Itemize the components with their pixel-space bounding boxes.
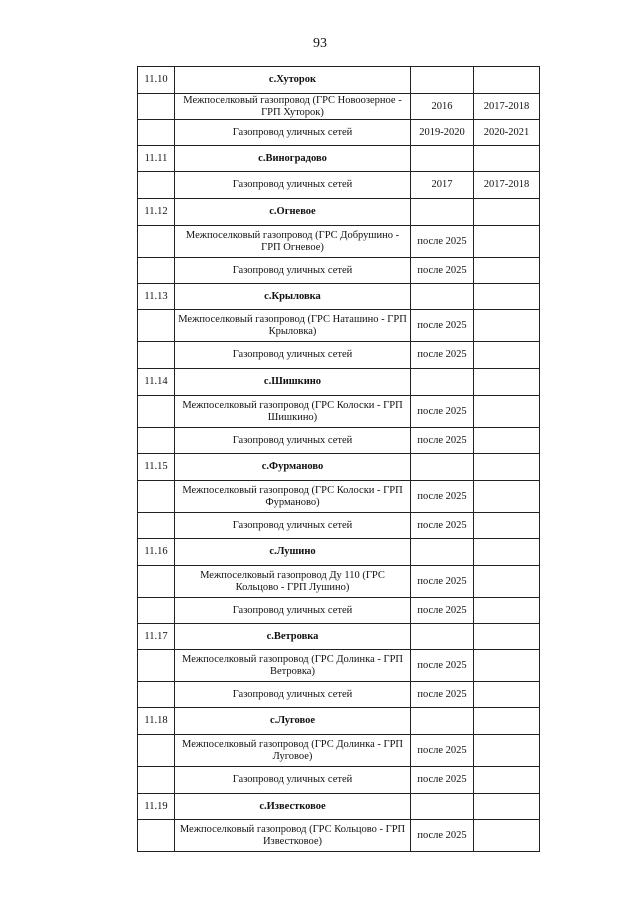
design-period: после 2025 [411, 566, 474, 598]
design-period: после 2025 [411, 310, 474, 342]
empty-cell [411, 67, 474, 94]
work-description: Газопровод уличных сетей [175, 598, 411, 624]
design-period: 2016 [411, 94, 474, 120]
work-description: Межпоселковый газопровод (ГРС Добрушино - ГРП Огневое) [175, 226, 411, 258]
section-number: 11.12 [138, 199, 175, 226]
design-period: после 2025 [411, 342, 474, 369]
table-row [138, 735, 540, 767]
design-period: после 2025 [411, 820, 474, 852]
table-row [138, 342, 540, 369]
work-description: Межпоселковый газопровод (ГРС Новоозерное - ГРП Хуторок) [175, 94, 411, 120]
design-period: 2017 [411, 172, 474, 199]
section-header-row [138, 199, 540, 226]
empty-cell [138, 598, 175, 624]
work-description: Газопровод уличных сетей [175, 682, 411, 708]
work-description: Межпоселковый газопровод (ГРС Долинка - ГРП Луговое) [175, 735, 411, 767]
empty-cell [474, 146, 540, 172]
construction-period [474, 342, 540, 369]
design-period: после 2025 [411, 650, 474, 682]
empty-cell [138, 682, 175, 708]
empty-cell [474, 67, 540, 94]
construction-period [474, 682, 540, 708]
empty-cell [138, 650, 175, 682]
empty-cell [411, 454, 474, 481]
work-description: Газопровод уличных сетей [175, 342, 411, 369]
design-period: после 2025 [411, 258, 474, 284]
settlement-name: с.Виноградово [175, 146, 411, 172]
work-description: Межпоселковый газопровод (ГРС Колоски - ГРП Фурманово) [175, 481, 411, 513]
empty-cell [474, 454, 540, 481]
design-period: 2019-2020 [411, 120, 474, 146]
settlement-name: с.Фурманово [175, 454, 411, 481]
empty-cell [138, 820, 175, 852]
section-number: 11.19 [138, 794, 175, 820]
table-row [138, 566, 540, 598]
settlement-name: с.Огневое [175, 199, 411, 226]
empty-cell [138, 120, 175, 146]
section-header-row [138, 794, 540, 820]
design-period: после 2025 [411, 598, 474, 624]
construction-period [474, 481, 540, 513]
section-number: 11.13 [138, 284, 175, 310]
work-description: Межпоселковый газопровод (ГРС Колоски - ГРП Шишкино) [175, 396, 411, 428]
design-period: после 2025 [411, 481, 474, 513]
work-description: Межпоселковый газопровод (ГРС Кольцово - ГРП Известковое) [175, 820, 411, 852]
settlement-name: с.Хуторок [175, 67, 411, 94]
construction-period [474, 735, 540, 767]
section-header-row [138, 146, 540, 172]
work-description: Газопровод уличных сетей [175, 172, 411, 199]
construction-period: 2017-2018 [474, 94, 540, 120]
design-period: после 2025 [411, 735, 474, 767]
page-number: 93 [313, 36, 327, 51]
table-row [138, 820, 540, 852]
table-body [138, 67, 540, 852]
empty-cell [138, 310, 175, 342]
section-number: 11.16 [138, 539, 175, 566]
work-description: Газопровод уличных сетей [175, 258, 411, 284]
work-description: Межпоселковый газопровод Ду 110 (ГРС Кольцово - ГРП Лушино) [175, 566, 411, 598]
settlement-name: с.Крыловка [175, 284, 411, 310]
construction-period: 2020-2021 [474, 120, 540, 146]
section-number: 11.11 [138, 146, 175, 172]
empty-cell [411, 199, 474, 226]
empty-cell [411, 146, 474, 172]
empty-cell [138, 735, 175, 767]
empty-cell [474, 794, 540, 820]
section-number: 11.15 [138, 454, 175, 481]
empty-cell [474, 624, 540, 650]
table-row [138, 94, 540, 120]
section-header-row [138, 284, 540, 310]
empty-cell [474, 284, 540, 310]
construction-period [474, 598, 540, 624]
empty-cell [474, 369, 540, 396]
table-row [138, 172, 540, 199]
settlement-name: с.Известковое [175, 794, 411, 820]
empty-cell [411, 369, 474, 396]
table-row [138, 428, 540, 454]
design-period: после 2025 [411, 226, 474, 258]
design-period: после 2025 [411, 767, 474, 794]
empty-cell [411, 539, 474, 566]
section-header-row [138, 624, 540, 650]
table-row [138, 396, 540, 428]
empty-cell [138, 396, 175, 428]
section-number: 11.14 [138, 369, 175, 396]
construction-period [474, 258, 540, 284]
construction-period [474, 820, 540, 852]
design-period: после 2025 [411, 428, 474, 454]
work-description: Газопровод уличных сетей [175, 513, 411, 539]
empty-cell [411, 284, 474, 310]
settlement-name: с.Лушино [175, 539, 411, 566]
empty-cell [474, 708, 540, 735]
empty-cell [411, 708, 474, 735]
section-header-row [138, 369, 540, 396]
empty-cell [138, 428, 175, 454]
design-period: после 2025 [411, 682, 474, 708]
construction-period [474, 767, 540, 794]
table-row [138, 120, 540, 146]
table-row [138, 513, 540, 539]
table-row [138, 310, 540, 342]
work-description: Межпоселковый газопровод (ГРС Наташино - ГРП Крыловка) [175, 310, 411, 342]
work-description: Газопровод уличных сетей [175, 767, 411, 794]
empty-cell [138, 258, 175, 284]
construction-period [474, 396, 540, 428]
construction-period [474, 650, 540, 682]
section-header-row [138, 708, 540, 735]
gas-supply-table [137, 66, 540, 852]
settlement-name: с.Шишкино [175, 369, 411, 396]
section-number: 11.10 [138, 67, 175, 94]
settlement-name: с.Ветровка [175, 624, 411, 650]
settlement-name: с.Луговое [175, 708, 411, 735]
section-number: 11.18 [138, 708, 175, 735]
empty-cell [138, 226, 175, 258]
work-description: Газопровод уличных сетей [175, 428, 411, 454]
table-row [138, 258, 540, 284]
design-period: после 2025 [411, 513, 474, 539]
construction-period [474, 566, 540, 598]
table-row [138, 767, 540, 794]
construction-period [474, 428, 540, 454]
empty-cell [411, 624, 474, 650]
empty-cell [411, 794, 474, 820]
construction-period [474, 310, 540, 342]
empty-cell [474, 539, 540, 566]
table-row [138, 226, 540, 258]
empty-cell [138, 481, 175, 513]
section-header-row [138, 539, 540, 566]
empty-cell [138, 94, 175, 120]
table-row [138, 650, 540, 682]
table-row [138, 598, 540, 624]
construction-period: 2017-2018 [474, 172, 540, 199]
empty-cell [138, 342, 175, 369]
empty-cell [138, 566, 175, 598]
section-number: 11.17 [138, 624, 175, 650]
section-header-row [138, 454, 540, 481]
section-header-row [138, 67, 540, 94]
empty-cell [474, 199, 540, 226]
empty-cell [138, 767, 175, 794]
construction-period [474, 226, 540, 258]
empty-cell [138, 172, 175, 199]
work-description: Газопровод уличных сетей [175, 120, 411, 146]
table-row [138, 481, 540, 513]
work-description: Межпоселковый газопровод (ГРС Долинка - ГРП Ветровка) [175, 650, 411, 682]
design-period: после 2025 [411, 396, 474, 428]
construction-period [474, 513, 540, 539]
empty-cell [138, 513, 175, 539]
table-row [138, 682, 540, 708]
